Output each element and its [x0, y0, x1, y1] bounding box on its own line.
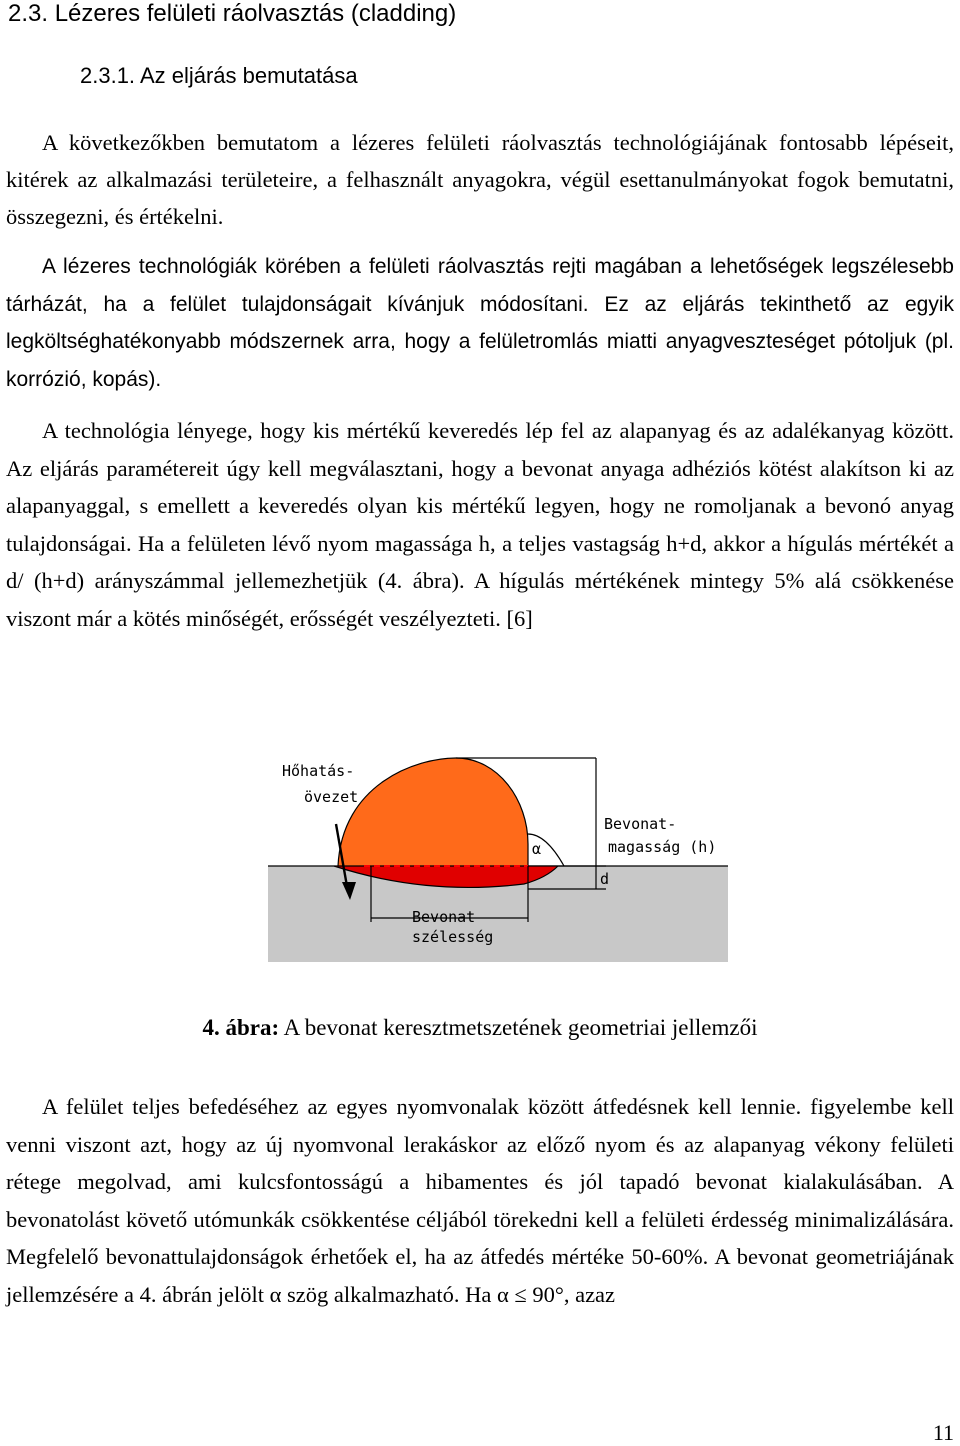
label-width-2: szélesség: [412, 928, 494, 946]
paragraph-laser-tech: [6, 248, 954, 398]
label-height-1: Bevonat-: [604, 815, 677, 833]
page-number: 11: [932, 1420, 954, 1445]
cladding-cross-section-figure: [246, 744, 732, 966]
paragraph-overlap: [6, 1088, 954, 1314]
paragraph-essence: [6, 412, 954, 638]
caption-number: 4. ábra:: [202, 1015, 280, 1040]
paragraph-intro: [6, 124, 954, 235]
caption-text: A bevonat keresztmetszetének geometriai jellemzői: [279, 1015, 758, 1040]
paragraph-intro-text: A következőkben bemutatom a lézeres felületi ráolvasztás technológiájának fontosabb lépéseit, kitérek az alkalmazási területeire, a felhasznált anyagokra, végül esettanulmányokat fogok bemutatni, összegezni, és értékelni.: [6, 130, 954, 229]
paragraph-laser-tech-text: A lézeres technológiák körében a felületi ráolvasztás rejti magában a lehetőségek legszélesebb tárházát, ha a felület tulajdonságait kívánjuk módosítani. Ez az eljárás tekinthető az egyik legköltséghatékonyabb módszernek arra, hogy a felületromlás miatti anyagveszteséget pótoljuk (pl. korrózió, kopás).: [6, 255, 954, 391]
subsection-heading: 2.3.1. Az eljárás bemutatása: [80, 63, 358, 88]
section-heading: 2.3. Lézeres felületi ráolvasztás (cladding): [8, 0, 457, 27]
paragraph-overlap-text: A felület teljes befedéséhez az egyes nyomvonalak között átfedésnek kell lennie. figyelembe kell venni viszont azt, hogy az új nyomvonal lerakáskor az előző nyom és az alapanyag vékony felületi rétege megolvad, ami kulcsfontosságú a hibamentes és jól tapadó bevonat kialakulásában. A bevonatolást követő utómunkák csökkentése céljából törekedni kell a felületi érdesség minimalizálására. Megfelelő bevonattulajdonságok érhetőek el, ha az átfedés mértéke 50-60%. A bevonat geometriájának jellemzésére a 4. ábrán jelölt α szög alkalmazható. Ha α ≤ 90°, azaz: [6, 1094, 954, 1307]
label-height-2: magasság (h): [608, 838, 717, 856]
label-width-1: Bevonat: [412, 908, 476, 926]
paragraph-essence-text: A technológia lényege, hogy kis mértékű keveredés lép fel az alapanyag és az adalékanyag között. Az eljárás paramétereit úgy kell megválasztani, hogy a bevonat anyaga adhéziós kötést alakítson ki az alapanyaggal, s emellett a keveredés olyan kis mértékű legyen, hogy ne romoljanak a bevonó anyag tulajdonságai. Ha a felületen lévő nyom magassága h, a teljes vastagság h+d, akkor a hígulás mértékét a d/ (h+d) arányszámmal jellemezhetjük (4. ábra). A hígulás mértékének mintegy 5% alá csökkenése viszont már a kötés minőségét, erősségét veszélyezteti. [6]: [6, 418, 954, 631]
coating-bead: [338, 758, 528, 866]
label-alpha: α: [532, 840, 542, 858]
label-d: d: [600, 870, 610, 888]
figure-caption: [0, 1015, 960, 1041]
label-haz-1: Hőhatás-: [282, 762, 355, 780]
label-haz-2: övezet: [304, 788, 359, 806]
